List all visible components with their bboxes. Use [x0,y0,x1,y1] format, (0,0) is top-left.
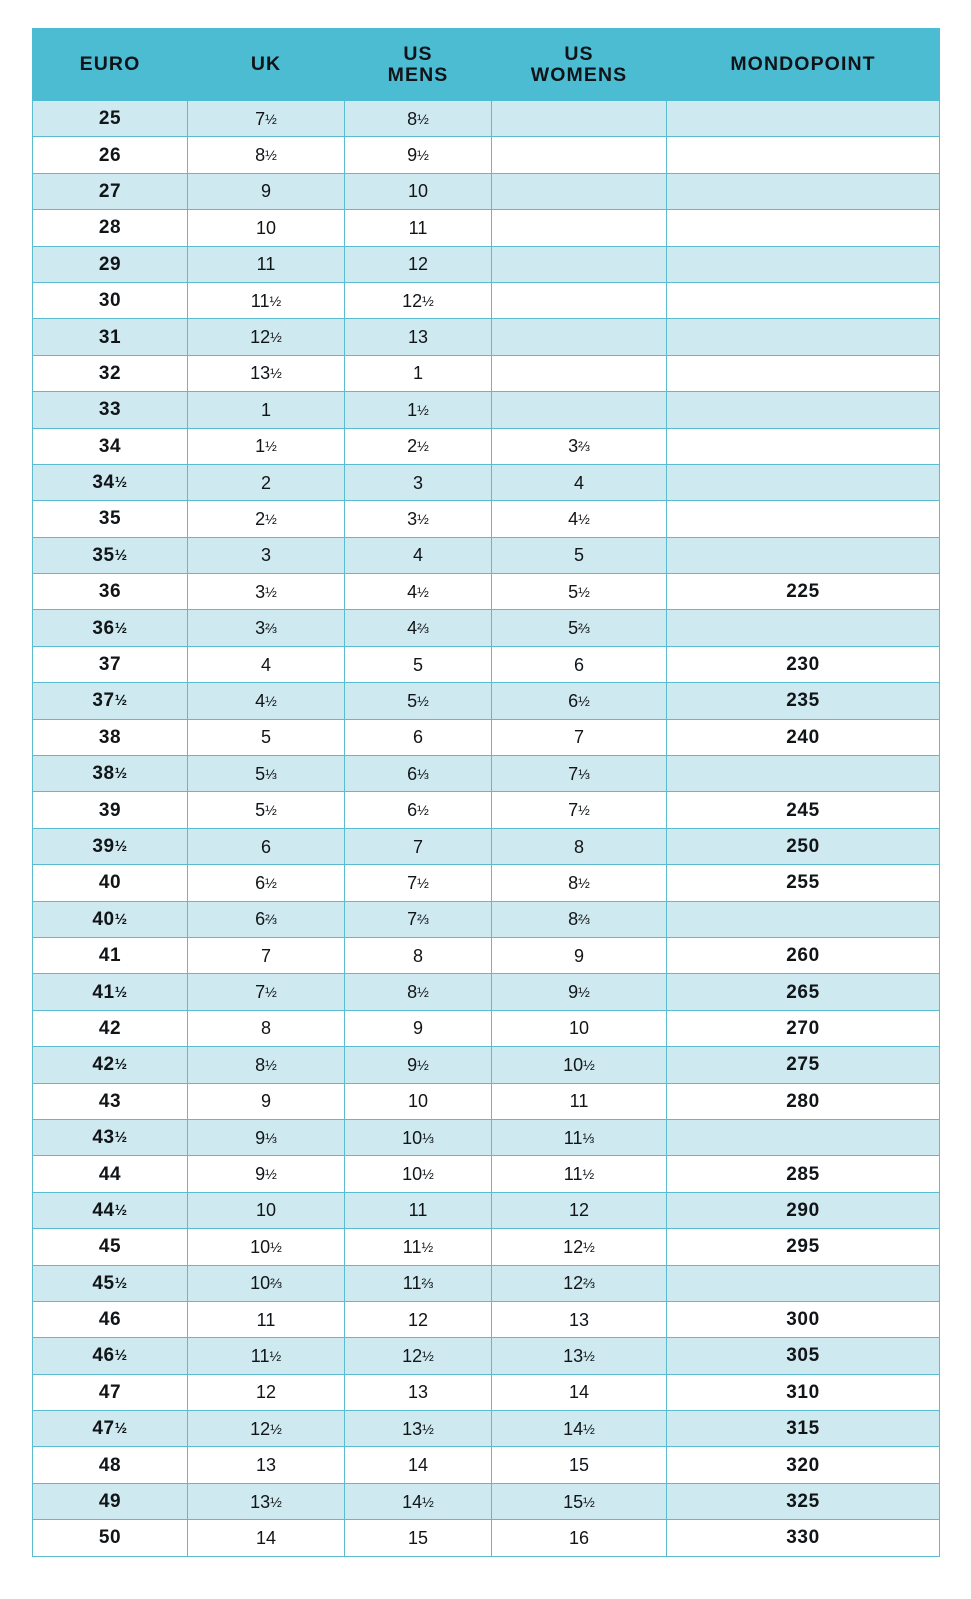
cell-uk: 6½ [188,865,345,901]
table-row [33,1083,940,1119]
cell-uk: 8 [188,1010,345,1046]
cell-us-womens [492,392,667,428]
table-row [33,719,940,755]
cell-euro: 50 [33,1520,188,1556]
cell-us-womens: 9 [492,937,667,973]
cell-mondopoint: 285 [667,1156,940,1192]
column-header-mondopoint: MONDOPOINT [667,29,940,101]
cell-euro: 42½ [33,1047,188,1083]
cell-euro: 40½ [33,901,188,937]
cell-uk: 11 [188,246,345,282]
cell-us-mens: 12 [345,1301,492,1337]
table-row [33,210,940,246]
cell-us-mens: 10 [345,1083,492,1119]
cell-mondopoint [667,1265,940,1301]
cell-euro: 47 [33,1374,188,1410]
cell-mondopoint: 245 [667,792,940,828]
cell-euro: 38½ [33,756,188,792]
cell-euro: 44 [33,1156,188,1192]
cell-us-mens: 9½ [345,1047,492,1083]
cell-us-mens: 10⅓ [345,1119,492,1155]
cell-euro: 44½ [33,1192,188,1228]
cell-mondopoint: 305 [667,1338,940,1374]
cell-us-mens: 5½ [345,683,492,719]
cell-us-mens: 11 [345,210,492,246]
table-row [33,646,940,682]
cell-us-womens [492,101,667,137]
cell-uk: 14 [188,1520,345,1556]
table-header [33,29,940,101]
cell-us-womens: 7½ [492,792,667,828]
table-row [33,937,940,973]
cell-uk: 10 [188,210,345,246]
cell-uk: 12½ [188,1411,345,1447]
cell-us-womens [492,319,667,355]
cell-us-womens: 7 [492,719,667,755]
cell-us-mens: 3 [345,464,492,500]
cell-mondopoint: 270 [667,1010,940,1046]
cell-mondopoint [667,428,940,464]
cell-us-womens: 11⅓ [492,1119,667,1155]
cell-mondopoint: 255 [667,865,940,901]
cell-euro: 45½ [33,1265,188,1301]
cell-us-mens: 8½ [345,974,492,1010]
cell-mondopoint [667,501,940,537]
cell-euro: 42 [33,1010,188,1046]
cell-euro: 36 [33,574,188,610]
cell-euro: 49 [33,1483,188,1519]
cell-us-mens: 1 [345,355,492,391]
cell-us-mens: 7 [345,828,492,864]
cell-uk: 11 [188,1301,345,1337]
table-row [33,1483,940,1519]
cell-uk: 9½ [188,1156,345,1192]
cell-us-womens: 12⅔ [492,1265,667,1301]
cell-euro: 39½ [33,828,188,864]
cell-uk: 12 [188,1374,345,1410]
cell-us-mens: 15 [345,1520,492,1556]
table-row [33,1411,940,1447]
cell-uk: 11½ [188,1338,345,1374]
table-row [33,173,940,209]
cell-us-womens: 14 [492,1374,667,1410]
cell-euro: 31 [33,319,188,355]
cell-euro: 48 [33,1447,188,1483]
cell-uk: 3⅔ [188,610,345,646]
table-row [33,1047,940,1083]
table-row [33,1338,940,1374]
cell-us-womens: 13½ [492,1338,667,1374]
cell-us-mens: 9 [345,1010,492,1046]
cell-uk: 7½ [188,974,345,1010]
cell-us-womens [492,137,667,173]
cell-euro: 34½ [33,464,188,500]
cell-uk: 1½ [188,428,345,464]
cell-euro: 41½ [33,974,188,1010]
column-header-us-womens-line1: US [564,43,594,66]
column-header-euro: EURO [33,29,188,101]
cell-us-mens: 13½ [345,1411,492,1447]
cell-us-mens: 4½ [345,574,492,610]
cell-uk: 7½ [188,101,345,137]
cell-us-womens: 15 [492,1447,667,1483]
cell-uk: 7 [188,937,345,973]
cell-mondopoint: 265 [667,974,940,1010]
cell-uk: 2 [188,464,345,500]
cell-us-womens: 6 [492,646,667,682]
cell-mondopoint [667,756,940,792]
cell-us-womens: 3⅔ [492,428,667,464]
table-row [33,901,940,937]
cell-uk: 4 [188,646,345,682]
column-header-us-mens [345,29,492,101]
cell-us-mens: 6½ [345,792,492,828]
cell-mondopoint [667,355,940,391]
cell-uk: 2½ [188,501,345,537]
cell-mondopoint: 330 [667,1520,940,1556]
cell-uk: 9⅓ [188,1119,345,1155]
cell-us-mens: 8 [345,937,492,973]
cell-mondopoint [667,319,940,355]
column-header-us-mens-line1: US [403,43,433,66]
cell-mondopoint [667,610,940,646]
table-row [33,392,940,428]
cell-mondopoint: 310 [667,1374,940,1410]
cell-us-womens: 8½ [492,865,667,901]
cell-us-womens: 10 [492,1010,667,1046]
cell-uk: 5⅓ [188,756,345,792]
cell-us-mens: 1½ [345,392,492,428]
cell-us-womens [492,210,667,246]
cell-us-mens: 13 [345,1374,492,1410]
cell-mondopoint: 230 [667,646,940,682]
cell-mondopoint: 260 [667,937,940,973]
cell-uk: 3 [188,537,345,573]
cell-euro: 37 [33,646,188,682]
cell-us-mens: 12½ [345,1338,492,1374]
cell-mondopoint: 280 [667,1083,940,1119]
cell-us-mens: 8½ [345,101,492,137]
cell-mondopoint: 225 [667,574,940,610]
cell-euro: 41 [33,937,188,973]
cell-euro: 32 [33,355,188,391]
cell-mondopoint [667,392,940,428]
cell-mondopoint [667,901,940,937]
table-row [33,537,940,573]
cell-uk: 6⅔ [188,901,345,937]
table-row [33,683,940,719]
cell-uk: 11½ [188,282,345,318]
table-row [33,1156,940,1192]
cell-euro: 25 [33,101,188,137]
table-row [33,828,940,864]
cell-us-womens: 15½ [492,1483,667,1519]
table-row [33,756,940,792]
table-body [33,101,940,1557]
table-row [33,1119,940,1155]
cell-us-womens: 11½ [492,1156,667,1192]
cell-uk: 8½ [188,1047,345,1083]
cell-us-womens: 13 [492,1301,667,1337]
cell-euro: 27 [33,173,188,209]
cell-us-mens: 4⅔ [345,610,492,646]
cell-us-mens: 6⅓ [345,756,492,792]
cell-us-womens: 12 [492,1192,667,1228]
column-header-us-mens-line2: MENS [387,63,449,86]
cell-us-mens: 11 [345,1192,492,1228]
table-row [33,974,940,1010]
cell-us-mens: 13 [345,319,492,355]
table-row [33,1301,940,1337]
cell-us-womens: 4½ [492,501,667,537]
cell-us-womens [492,246,667,282]
cell-us-womens [492,173,667,209]
cell-us-mens: 4 [345,537,492,573]
cell-mondopoint [667,537,940,573]
cell-uk: 9 [188,173,345,209]
cell-us-womens: 4 [492,464,667,500]
cell-euro: 35½ [33,537,188,573]
cell-uk: 3½ [188,574,345,610]
cell-euro: 39 [33,792,188,828]
cell-us-mens: 11½ [345,1229,492,1265]
cell-us-womens: 10½ [492,1047,667,1083]
cell-euro: 38 [33,719,188,755]
cell-us-mens: 10½ [345,1156,492,1192]
cell-us-womens: 5½ [492,574,667,610]
shoe-size-conversion-table [32,28,940,1557]
cell-mondopoint: 275 [667,1047,940,1083]
cell-us-mens: 3½ [345,501,492,537]
cell-us-womens: 9½ [492,974,667,1010]
cell-euro: 35 [33,501,188,537]
table-row [33,101,940,137]
cell-us-womens: 5 [492,537,667,573]
cell-us-womens: 8 [492,828,667,864]
cell-mondopoint [667,173,940,209]
cell-us-womens: 7⅓ [492,756,667,792]
cell-uk: 13½ [188,1483,345,1519]
cell-uk: 12½ [188,319,345,355]
table-row [33,610,940,646]
cell-uk: 10½ [188,1229,345,1265]
cell-uk: 1 [188,392,345,428]
cell-mondopoint: 240 [667,719,940,755]
table-row [33,501,940,537]
cell-uk: 6 [188,828,345,864]
cell-us-womens: 6½ [492,683,667,719]
cell-euro: 43½ [33,1119,188,1155]
table-row [33,464,940,500]
cell-euro: 28 [33,210,188,246]
cell-us-mens: 7⅔ [345,901,492,937]
cell-us-womens [492,355,667,391]
table-row [33,574,940,610]
table-row [33,137,940,173]
table-row [33,1192,940,1228]
cell-uk: 4½ [188,683,345,719]
cell-euro: 37½ [33,683,188,719]
cell-mondopoint: 300 [667,1301,940,1337]
cell-mondopoint: 325 [667,1483,940,1519]
table-header-row [33,29,940,101]
cell-mondopoint: 295 [667,1229,940,1265]
table-row [33,282,940,318]
cell-mondopoint [667,246,940,282]
cell-mondopoint: 320 [667,1447,940,1483]
cell-uk: 13½ [188,355,345,391]
cell-us-womens: 11 [492,1083,667,1119]
table-row [33,1374,940,1410]
column-header-us-womens [492,29,667,101]
cell-uk: 5 [188,719,345,755]
cell-us-mens: 10 [345,173,492,209]
cell-mondopoint: 250 [667,828,940,864]
table-row [33,1010,940,1046]
cell-euro: 40 [33,865,188,901]
table-row [33,792,940,828]
cell-us-womens: 5⅔ [492,610,667,646]
table-row [33,428,940,464]
cell-mondopoint: 235 [667,683,940,719]
cell-euro: 36½ [33,610,188,646]
cell-euro: 47½ [33,1411,188,1447]
cell-euro: 29 [33,246,188,282]
cell-euro: 26 [33,137,188,173]
cell-mondopoint: 315 [667,1411,940,1447]
column-header-us-womens-line2: WOMENS [530,63,628,86]
cell-us-mens: 7½ [345,865,492,901]
table-row [33,319,940,355]
column-header-uk: UK [188,29,345,101]
cell-euro: 45 [33,1229,188,1265]
cell-euro: 30 [33,282,188,318]
cell-mondopoint [667,1119,940,1155]
cell-mondopoint [667,282,940,318]
cell-uk: 10 [188,1192,345,1228]
cell-euro: 46½ [33,1338,188,1374]
table-row [33,1265,940,1301]
cell-us-mens: 2½ [345,428,492,464]
cell-mondopoint [667,210,940,246]
cell-us-womens: 12½ [492,1229,667,1265]
cell-us-womens [492,282,667,318]
cell-us-womens: 16 [492,1520,667,1556]
table-row [33,1229,940,1265]
cell-mondopoint [667,464,940,500]
cell-us-mens: 12 [345,246,492,282]
cell-us-womens: 8⅔ [492,901,667,937]
cell-us-mens: 5 [345,646,492,682]
cell-us-womens: 14½ [492,1411,667,1447]
cell-uk: 9 [188,1083,345,1119]
cell-uk: 8½ [188,137,345,173]
cell-mondopoint [667,137,940,173]
cell-euro: 34 [33,428,188,464]
cell-us-mens: 14½ [345,1483,492,1519]
cell-us-mens: 9½ [345,137,492,173]
cell-mondopoint: 290 [667,1192,940,1228]
cell-euro: 43 [33,1083,188,1119]
table-row [33,865,940,901]
table-row [33,1447,940,1483]
cell-us-mens: 12½ [345,282,492,318]
cell-uk: 10⅔ [188,1265,345,1301]
cell-us-mens: 14 [345,1447,492,1483]
cell-uk: 5½ [188,792,345,828]
cell-us-mens: 6 [345,719,492,755]
cell-uk: 13 [188,1447,345,1483]
cell-euro: 46 [33,1301,188,1337]
table-row [33,246,940,282]
cell-us-mens: 11⅔ [345,1265,492,1301]
table-row [33,355,940,391]
table-row [33,1520,940,1556]
cell-mondopoint [667,101,940,137]
cell-euro: 33 [33,392,188,428]
